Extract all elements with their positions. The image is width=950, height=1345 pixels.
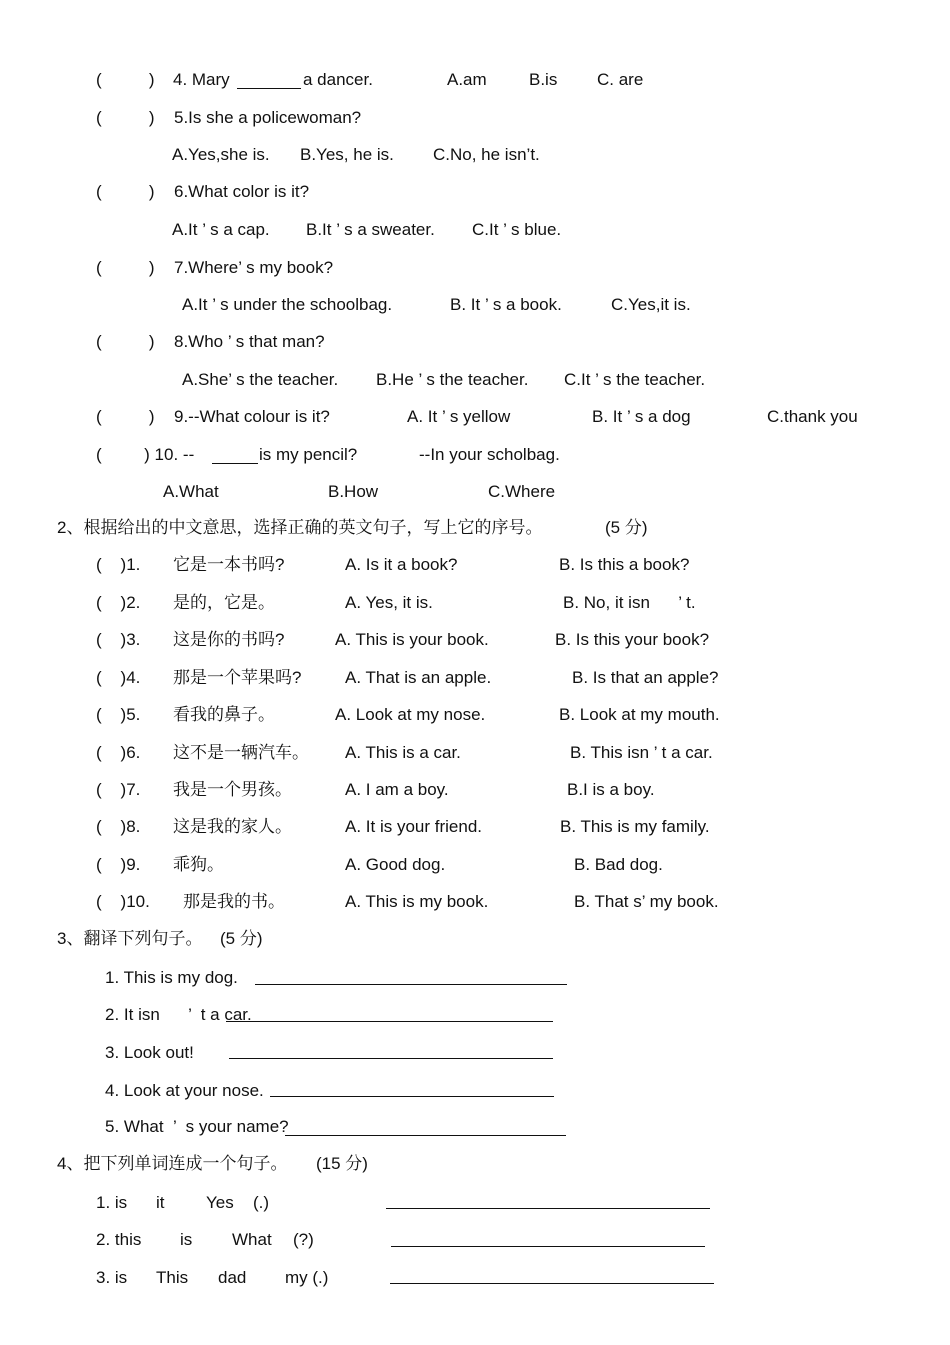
question-stem: 8.Who ’ s that man? bbox=[174, 332, 325, 351]
answer-paren[interactable]: ( )6. bbox=[96, 743, 141, 762]
translate-sentence: 5. What ’ s your name? bbox=[105, 1117, 289, 1136]
option-a: A. That is an apple. bbox=[345, 668, 492, 687]
answer-line[interactable] bbox=[391, 1246, 705, 1247]
option-a: A. Is it a book? bbox=[345, 555, 458, 574]
question-reply: --In your scholbag. bbox=[419, 445, 560, 464]
option-b: B. It ’ s a dog bbox=[592, 407, 691, 426]
answer-paren[interactable]: ( )9. bbox=[96, 855, 141, 874]
option-a: A.am bbox=[447, 70, 487, 89]
answer-paren[interactable]: ( ) bbox=[96, 108, 155, 127]
answer-paren[interactable]: ( ) bbox=[96, 407, 155, 426]
option-a: A. It is your friend. bbox=[345, 817, 482, 836]
answer-paren[interactable]: ( )10. bbox=[96, 892, 150, 911]
section-score: (5 分) bbox=[605, 518, 648, 537]
option-c: C.thank you bbox=[767, 407, 858, 426]
answer-paren[interactable]: ( )1. bbox=[96, 555, 141, 574]
option-b: B. Is this a book? bbox=[559, 555, 690, 574]
option-c: C.It ’ s blue. bbox=[472, 220, 562, 239]
translate-sentence: 3. Look out! bbox=[105, 1043, 194, 1062]
option-a: A. I am a boy. bbox=[345, 780, 449, 799]
option-b: B. This is my family. bbox=[560, 817, 710, 836]
word: 1. is bbox=[96, 1193, 128, 1212]
option-b: B. That s’ my book. bbox=[574, 892, 719, 911]
option-b: B. Look at my mouth. bbox=[559, 705, 720, 724]
chinese-prompt: 这不是一辆汽车。 bbox=[173, 743, 309, 762]
answer-blank[interactable] bbox=[237, 88, 301, 89]
answer-line[interactable] bbox=[270, 1096, 554, 1097]
word: my (.) bbox=[285, 1268, 329, 1287]
section-score: (15 分) bbox=[316, 1154, 368, 1173]
answer-line[interactable] bbox=[226, 1021, 553, 1022]
option-b: B.Yes, he is. bbox=[300, 145, 394, 164]
question-stem: is my pencil? bbox=[259, 445, 358, 464]
option-a: A.What bbox=[163, 482, 219, 501]
chinese-prompt: 它是一本书吗? bbox=[173, 555, 285, 574]
answer-paren[interactable]: ( ) 10. -- bbox=[96, 445, 195, 464]
option-a: A. Good dog. bbox=[345, 855, 446, 874]
option-a: A.She’ s the teacher. bbox=[182, 370, 339, 389]
word: is bbox=[180, 1230, 193, 1249]
word: Yes bbox=[206, 1193, 234, 1212]
option-b: B.is bbox=[529, 70, 558, 89]
option-a: A. This is your book. bbox=[335, 630, 489, 649]
option-a: A.It ’ s a cap. bbox=[172, 220, 270, 239]
option-b: B.How bbox=[328, 482, 379, 501]
chinese-prompt: 那是一个苹果吗? bbox=[173, 668, 302, 687]
word: (.) bbox=[253, 1193, 270, 1212]
option-c: C. are bbox=[597, 70, 644, 89]
option-a: A. Look at my nose. bbox=[335, 705, 486, 724]
question-stem: 9.--What colour is it? bbox=[174, 407, 330, 426]
option-a: A. Yes, it is. bbox=[345, 593, 433, 612]
answer-paren[interactable]: ( )5. bbox=[96, 705, 141, 724]
answer-paren[interactable]: ( ) bbox=[96, 182, 155, 201]
option-a: A. This is a car. bbox=[345, 743, 461, 762]
answer-paren[interactable]: ( ) bbox=[96, 332, 155, 351]
chinese-prompt: 这是我的家人。 bbox=[173, 817, 292, 836]
word: it bbox=[156, 1193, 165, 1212]
question-stem: 5.Is she a policewoman? bbox=[174, 108, 362, 127]
question-stem: 4. Mary bbox=[173, 70, 230, 89]
word: (?) bbox=[293, 1230, 314, 1249]
word: 3. is bbox=[96, 1268, 128, 1287]
option-a: A.It ’ s under the schoolbag. bbox=[182, 295, 393, 314]
answer-line[interactable] bbox=[386, 1208, 710, 1209]
translate-sentence: 1. This is my dog. bbox=[105, 968, 238, 987]
answer-line[interactable] bbox=[255, 984, 567, 985]
translate-sentence: 2. It isn ’ t a car. bbox=[105, 1005, 252, 1024]
option-b: B.It ’ s a sweater. bbox=[306, 220, 435, 239]
option-b: B.I is a boy. bbox=[567, 780, 655, 799]
answer-paren[interactable]: ( )4. bbox=[96, 668, 141, 687]
answer-paren[interactable]: ( ) bbox=[96, 70, 155, 89]
answer-line[interactable] bbox=[229, 1058, 553, 1059]
question-stem: 7.Where’ s my book? bbox=[174, 258, 334, 277]
option-c: C.No, he isn’t. bbox=[433, 145, 540, 164]
answer-paren[interactable]: ( )2. bbox=[96, 593, 141, 612]
answer-paren[interactable]: ( ) bbox=[96, 258, 155, 277]
answer-line[interactable] bbox=[390, 1283, 714, 1284]
option-c: C.It ’ s the teacher. bbox=[564, 370, 706, 389]
option-b: B. Is that an apple? bbox=[572, 668, 719, 687]
chinese-prompt: 那是我的书。 bbox=[183, 892, 285, 911]
option-b: B. It ’ s a book. bbox=[450, 295, 562, 314]
option-b: B. Is this your book? bbox=[555, 630, 710, 649]
option-a: A.Yes,she is. bbox=[172, 145, 270, 164]
question-stem: 6.What color is it? bbox=[174, 182, 310, 201]
word: 2. this bbox=[96, 1230, 142, 1249]
section-heading: 4、把下列单词连成一个句子。 bbox=[57, 1154, 288, 1173]
answer-paren[interactable]: ( )7. bbox=[96, 780, 141, 799]
answer-blank[interactable] bbox=[212, 463, 258, 464]
option-b: B.He ’ s the teacher. bbox=[376, 370, 529, 389]
chinese-prompt: 我是一个男孩。 bbox=[173, 780, 292, 799]
section-score: (5 分) bbox=[220, 929, 263, 948]
section-heading: 2、根据给出的中文意思，选择正确的英文句子，写上它的序号。 bbox=[57, 518, 543, 537]
section-heading: 3、翻译下列句子。 bbox=[57, 929, 203, 948]
answer-line[interactable] bbox=[285, 1135, 566, 1136]
option-b: B. Bad dog. bbox=[574, 855, 663, 874]
word: This bbox=[156, 1268, 189, 1287]
word: dad bbox=[218, 1268, 247, 1287]
option-a: A. This is my book. bbox=[345, 892, 489, 911]
chinese-prompt: 这是你的书吗? bbox=[173, 630, 285, 649]
option-c: C.Where bbox=[488, 482, 556, 501]
answer-paren[interactable]: ( )8. bbox=[96, 817, 141, 836]
translate-sentence: 4. Look at your nose. bbox=[105, 1081, 264, 1100]
option-a: A. It ’ s yellow bbox=[407, 407, 511, 426]
option-b: B. This isn ’ t a car. bbox=[570, 743, 713, 762]
question-stem-end: a dancer. bbox=[303, 70, 373, 89]
chinese-prompt: 乖狗。 bbox=[173, 855, 224, 874]
chinese-prompt: 看我的鼻子。 bbox=[173, 705, 275, 724]
word: What bbox=[232, 1230, 272, 1249]
chinese-prompt: 是的，它是。 bbox=[173, 593, 275, 612]
option-c: C.Yes,it is. bbox=[611, 295, 691, 314]
answer-paren[interactable]: ( )3. bbox=[96, 630, 141, 649]
option-b: B. No, it isn ’ t. bbox=[563, 593, 696, 612]
